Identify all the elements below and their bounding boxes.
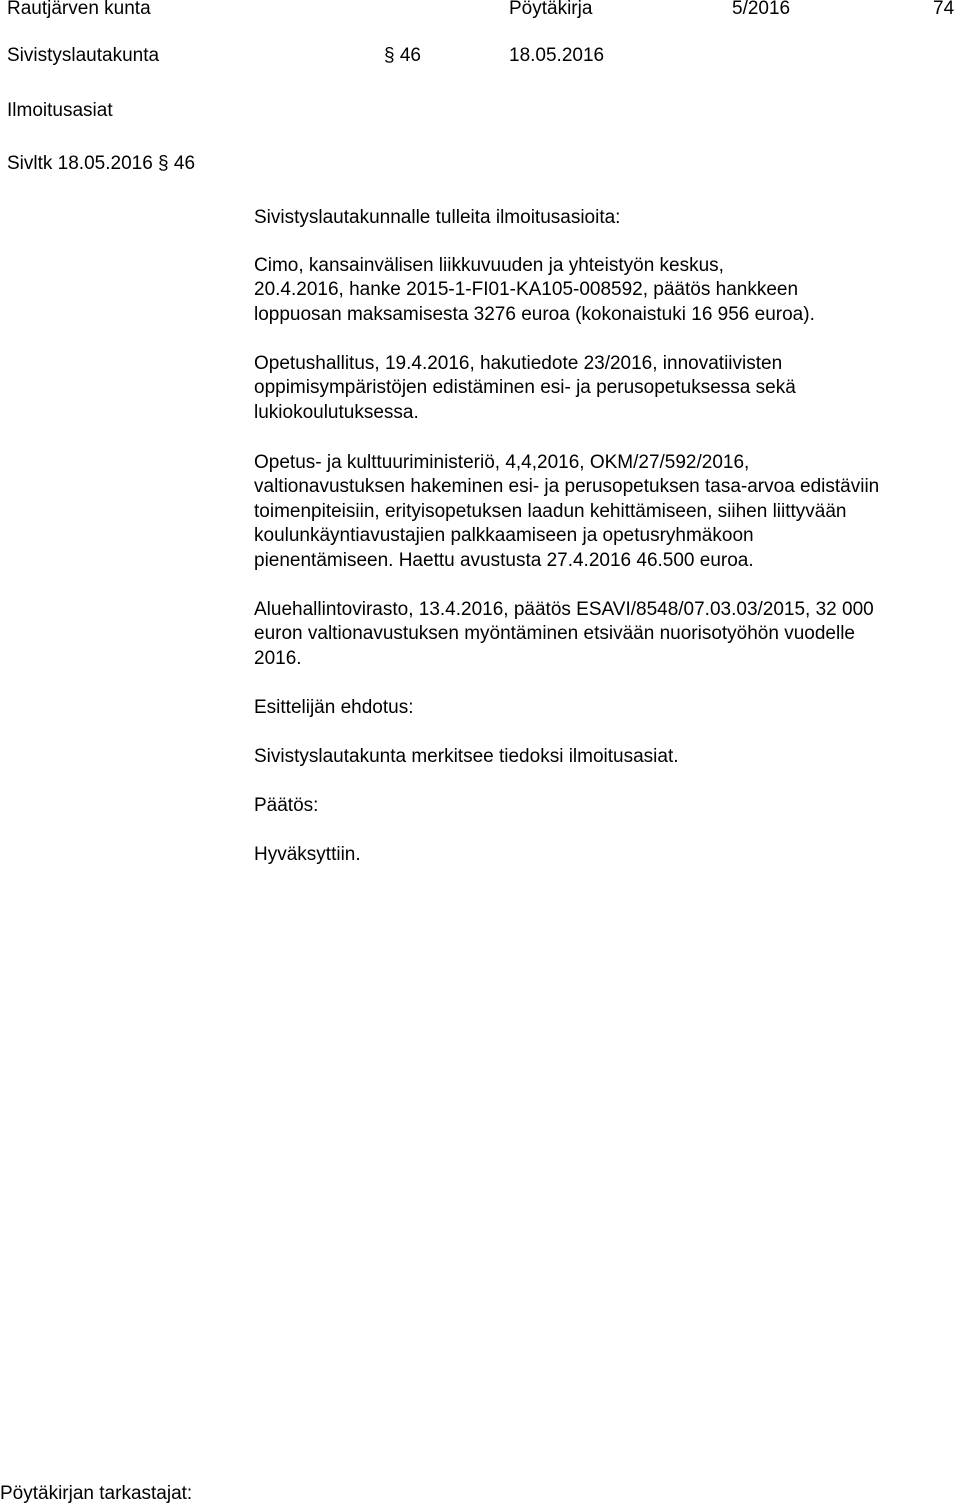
notices-intro: Sivistyslautakunnalle tulleita ilmoitusasioita: — [254, 207, 621, 228]
notice-line: Cimo, kansainvälisen liikkuvuuden ja yhteistyön keskus, — [254, 255, 724, 276]
section-number: § 46 — [384, 45, 421, 66]
proposal-text: Sivistyslautakunta merkitsee tiedoksi ilmoitusasiat. — [254, 746, 679, 767]
decision-label: Päätös: — [254, 795, 319, 816]
notice-line: 2016. — [254, 647, 302, 669]
notice-okm — [254, 451, 954, 573]
item-reference: Sivltk 18.05.2016 § 46 — [7, 153, 196, 174]
page-number: 74 — [933, 0, 955, 19]
notice-line: toimenpiteisiin, erityisopetuksen laadun kehittämiseen, siihen liittyvään — [254, 500, 847, 522]
municipality-name: Rautjärven kunta — [7, 0, 151, 19]
notice-line: lukiokoulutuksessa. — [254, 401, 419, 423]
committee-name: Sivistyslautakunta — [7, 45, 160, 66]
section-sign: § — [384, 45, 400, 66]
meeting-date: 18.05.2016 — [509, 45, 605, 66]
notice-cimo — [254, 254, 954, 327]
notice-line: 20.4.2016, hanke 2015-1-FI01-KA105-008592, päätös hankkeen — [254, 279, 799, 301]
decision-text: Hyväksyttiin. — [254, 844, 361, 865]
notice-line: koulunkäyntiavustajien palkkaamiseen ja opetusryhmäkoon — [254, 525, 754, 547]
notice-line: euron valtionavustuksen myöntäminen etsivään nuorisotyöhön vuodelle — [254, 623, 855, 645]
notice-line: Opetushallitus, 19.4.2016, hakutiedote 23/2016, innovatiivisten — [254, 353, 783, 374]
proposal-label: Esittelijän ehdotus: — [254, 697, 414, 718]
notice-line: loppuosan maksamisesta 3276 euroa (kokonaistuki 16 956 euroa). — [254, 303, 815, 325]
notice-avi — [254, 598, 954, 671]
notice-line: oppimisympäristöjen edistäminen esi- ja perusopetuksessa sekä — [254, 377, 796, 399]
document-number: 5/2016 — [732, 0, 791, 19]
reviewers-label: Pöytäkirjan tarkastajat: — [0, 1483, 193, 1504]
notice-line: pienentämiseen. Haettu avustusta 27.4.2016 46.500 euroa. — [254, 549, 754, 571]
notice-line: valtionavustuksen hakeminen esi- ja perusopetuksen tasa-arvoa edistäviin — [254, 476, 880, 498]
item-title: Ilmoitusasiat — [7, 100, 113, 121]
notice-line: Aluehallintovirasto, 13.4.2016, päätös ESAVI/8548/07.03.03/2015, 32 000 — [254, 599, 874, 620]
document-type: Pöytäkirja — [509, 0, 593, 19]
notice-opetushallitus — [254, 352, 954, 425]
notice-line: Opetus- ja kulttuuriministeriö, 4,4,2016, OKM/27/592/2016, — [254, 452, 750, 473]
